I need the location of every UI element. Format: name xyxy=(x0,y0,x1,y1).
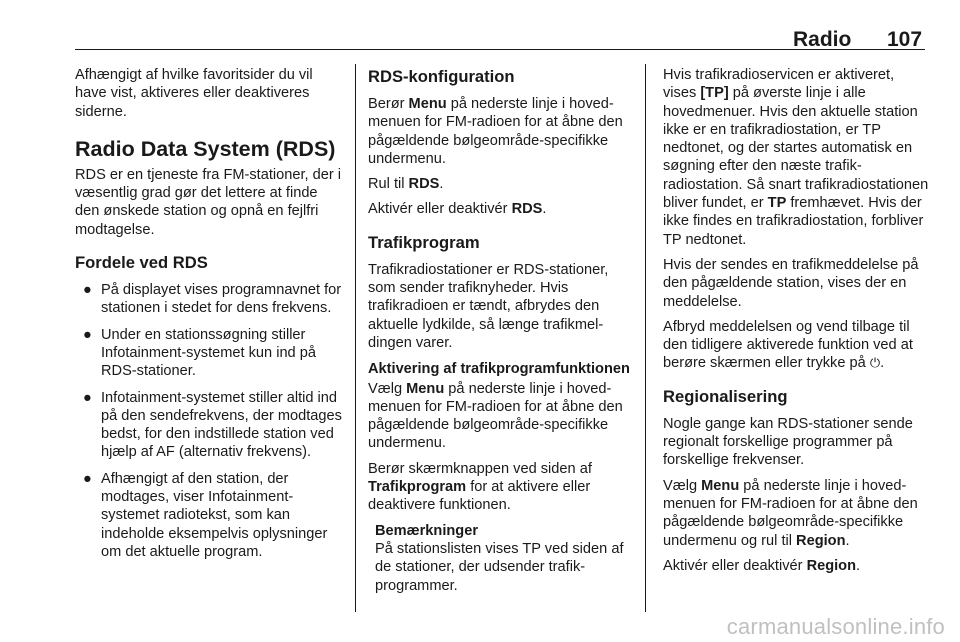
paragraph: Berør skærmknappen ved siden af Trafikprogram for at aktivere eller deaktivere funktionen. xyxy=(368,460,592,514)
watermark: carmanualsonline.info xyxy=(726,614,945,639)
note-heading: Bemærkninger xyxy=(375,522,478,539)
bullet-icon: ● xyxy=(83,470,92,487)
menu-keyword: Menu xyxy=(701,477,740,494)
paragraph: Berør Menu på nederste linje i hovedmenuen for FM-radioen for at åbne den pågældende bølgeområde-specifikke undermenu. xyxy=(368,96,623,167)
column-2 xyxy=(368,66,636,595)
paragraph: Vælg Menu på nederste linje i hovedmenuen for FM-radioen for at åbne den pågældende bølgeområde-specifikke undermenu. xyxy=(368,380,623,452)
paragraph: Rul til RDS. xyxy=(368,176,444,193)
column-divider-1 xyxy=(355,64,356,612)
menu-keyword: Menu xyxy=(406,380,445,397)
traffic-program-heading: Trafikprogram xyxy=(368,232,480,252)
section-title: Radio xyxy=(793,28,852,51)
tp-keyword: TP xyxy=(767,195,787,212)
traffic-program-keyword: Trafikprogram xyxy=(368,479,467,496)
header-rule xyxy=(75,49,925,50)
bullet-icon: ● xyxy=(83,282,92,299)
region-keyword: Region xyxy=(806,557,857,574)
paragraph: Vælg Menu på nederste linje i hovedmenuen for FM-radioen for at åbne den pågældende bølgeområde-specifikke undermenu og rul til Region. xyxy=(663,477,918,549)
regionalisation-heading: Regionalisering xyxy=(663,386,788,406)
power-icon: ⏻ xyxy=(869,355,881,371)
bullet-icon: ● xyxy=(83,389,92,406)
intro-paragraph: Afhængigt af hvilke favoritsider du vil have vist, aktiveres eller deaktiveres siderne. xyxy=(75,67,313,120)
rds-benefits-heading: Fordele ved RDS xyxy=(75,253,208,273)
rds-keyword: RDS xyxy=(408,176,440,193)
tp-indicator: [TP] xyxy=(700,85,729,102)
list-item: ● Infotainment-systemet stiller altid ind på den sendefrekvens, der modtages bedst, for den indstillede station ved hjælp af AF (alternativ frekvens). xyxy=(83,389,342,461)
rds-benefits-list xyxy=(75,281,345,561)
rds-config-heading: RDS-konfiguration xyxy=(368,67,515,86)
region-keyword: Region xyxy=(796,532,846,549)
paragraph: Aktivér eller deaktivér Region. xyxy=(663,557,861,574)
note-box xyxy=(375,522,636,595)
rds-heading: Radio Data System (RDS) xyxy=(75,136,336,161)
list-item: ● På displayet vises programnavnet for stationen i stedet for dens frekvens. xyxy=(83,282,342,317)
list-item: ● Under en stationssøgning stiller Infotainment-systemet kun ind på RDS-stationer. xyxy=(83,326,316,380)
note-text: På stationslisten vises TP ved siden af de stationer, der udsender trafikprogrammer. xyxy=(375,540,624,594)
paragraph: Nogle gange kan RDS-stationer sende regionalt forskellige programmer på forskellige frekvenser. xyxy=(663,415,913,469)
paragraph: Aktivér eller deaktivér RDS. xyxy=(368,201,547,218)
page-number: 107 xyxy=(887,28,923,51)
bullet-icon: ● xyxy=(83,326,92,343)
rds-keyword: RDS xyxy=(511,201,543,218)
rds-intro-paragraph: RDS er en tjeneste fra FM-stationer, der i væsentlig grad gør det lettere at finde den ønskede station og opnå en fejlfri modtagelse. xyxy=(75,166,342,238)
paragraph: Hvis der sendes en trafikmeddelelse på den pågældende station, vises der en meddelelse. xyxy=(663,256,919,310)
column-1 xyxy=(75,66,345,569)
menu-keyword: Menu xyxy=(408,96,447,112)
list-item: ● Afhængigt af den station, der modtages, viser Infotainment-systemet radiotekst, som kan indeholde eksempelvis oplysninger om det aktuelle program. xyxy=(83,470,328,560)
traffic-activation-heading: Aktivering af trafikprogramfunktionen xyxy=(368,361,630,378)
paragraph: Afbryd meddelelsen og vend tilbage til den tidligere aktiverede funktion ved at berøre skærmen eller trykke på ⏻. xyxy=(663,318,913,372)
column-3 xyxy=(663,66,930,582)
paragraph: Hvis trafikradioservicen er aktiveret, vises [TP] på øverste linje i alle hovedmenuer. Hvis den aktuelle station ikke er en trafikradiostation, er TP nedtonet, og der startes automatisk en søgning efter den næste trafikradiostation. Så snart trafikradiostationen bliver fundet, er TP fremhævet. Hvis der ikke findes en trafikradiostation, forbliver TP nedtonet. xyxy=(663,67,929,248)
paragraph: Trafikradiostationer er RDS-stationer, som sender trafiknyheder. Hvis trafikradioen er tændt, afbrydes den aktuelle lydkilde, så længe trafikmeldingen varer. xyxy=(368,261,609,351)
column-divider-2 xyxy=(645,64,646,612)
